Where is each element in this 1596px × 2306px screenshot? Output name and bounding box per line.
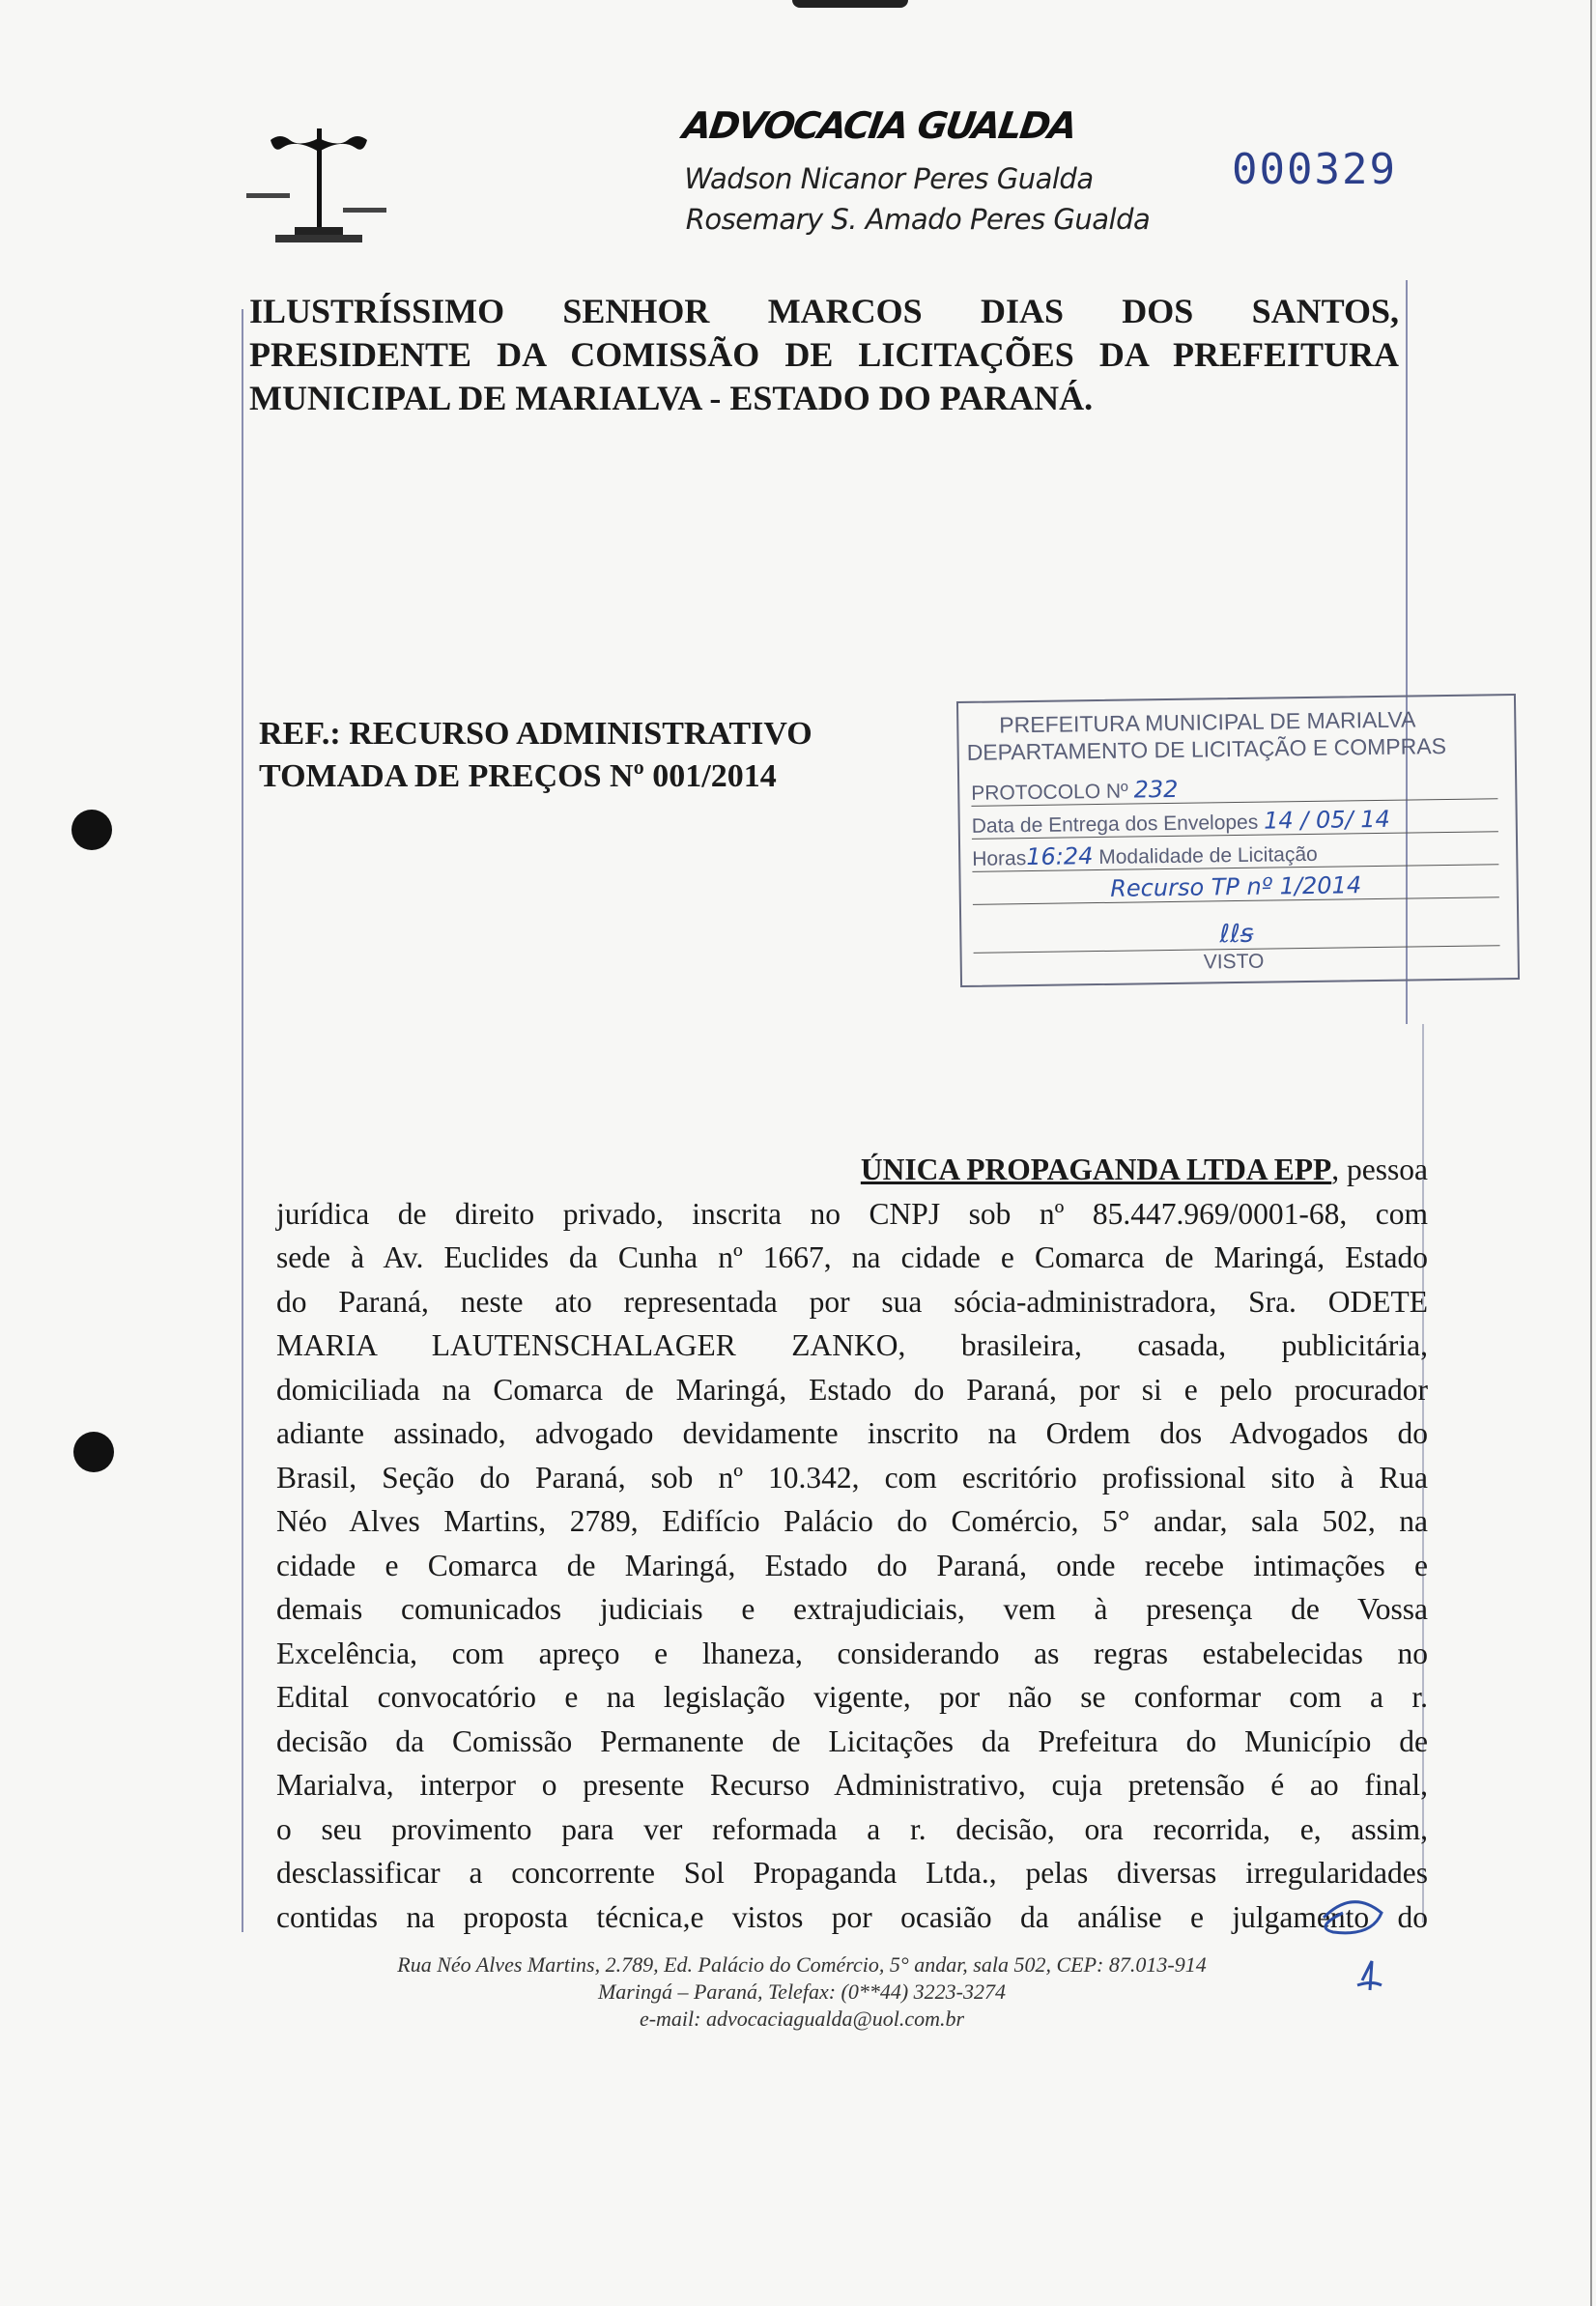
lawyer-name: Wadson Nicanor Peres Gualda bbox=[684, 162, 1094, 195]
addressee-line: PRESIDENTE DA COMISSÃO DE LICITAÇÕES DA PREFEITURA bbox=[249, 335, 1399, 374]
body-line: o seu provimento para ver reformada a r. decisão, ora recorrida, e, assim, bbox=[276, 1811, 1428, 1846]
initials-signature-icon bbox=[1304, 1889, 1420, 2014]
protocol-stamp bbox=[956, 694, 1520, 987]
body-line: MARIA LAUTENSCHALAGER ZANKO, brasileira, casada, publicitária, bbox=[276, 1328, 1428, 1362]
page-number-stamp: 000329 bbox=[1232, 145, 1397, 194]
body-line: decisão da Comissão Permanente de Licitações da Prefeitura do Município de bbox=[276, 1723, 1428, 1758]
scales-of-justice-logo bbox=[242, 121, 406, 251]
protocolo-label: PROTOCOLO Nº bbox=[971, 780, 1128, 805]
body-line: jurídica de direito privado, inscrita no CNPJ sob nº 85.447.969/0001-68, com bbox=[276, 1196, 1428, 1231]
stamp-title: PREFEITURA MUNICIPAL DE MARIALVA bbox=[999, 706, 1416, 738]
horas-label: Horas bbox=[972, 847, 1027, 870]
reference-line: TOMADA DE PREÇOS Nº 001/2014 bbox=[259, 758, 777, 794]
stamp-row bbox=[972, 804, 1498, 840]
stamp-row bbox=[972, 837, 1498, 872]
body-line: Néo Alves Martins, 2789, Edifício Palácio do Comércio, 5° andar, sala 502, na bbox=[276, 1504, 1428, 1538]
body-first-line bbox=[276, 1148, 1428, 1192]
modalidade-value: Recurso TP nº 1/2014 bbox=[1110, 871, 1362, 902]
punch-hole bbox=[73, 1432, 114, 1472]
horas-value: 16:24 bbox=[1026, 842, 1094, 871]
body-line: cidade e Comarca de Maringá, Estado do Paraná, onde recebe intimações e bbox=[276, 1548, 1428, 1582]
body-line: Marialva, interpor o presente Recurso Administrativo, cuja pretensão é ao final, bbox=[276, 1768, 1428, 1802]
body-line: demais comunicados judiciais e extrajudiciais, vem à presença de Vossa bbox=[276, 1592, 1428, 1626]
firm-name: ADVOCACIA GUALDA bbox=[680, 104, 1078, 147]
reference-line: REF.: RECURSO ADMINISTRATIVO bbox=[259, 716, 812, 752]
company-name: ÚNICA PROPAGANDA LTDA EPP bbox=[860, 1153, 1332, 1186]
footer-phone: Maringá – Paraná, Telefax: (0**44) 3223-3274 bbox=[597, 1979, 1007, 2004]
data-value: 14 / 05/ 14 bbox=[1263, 805, 1390, 835]
body-line: contidas na proposta técnica,e vistos por ocasião da análise e julgamento do bbox=[276, 1899, 1428, 1934]
body-line: adiante assinado, advogado devidamente inscrito na Ordem dos Advogados do bbox=[276, 1416, 1428, 1450]
stamp-row bbox=[973, 869, 1499, 905]
footer-address: Rua Néo Alves Martins, 2.789, Ed. Palácio do Comércio, 5° andar, sala 502, CEP: 87.013-914 bbox=[397, 1952, 1207, 1977]
body-line: Edital convocatório e na legislação vigente, por não se conformar com a r. bbox=[276, 1680, 1428, 1714]
body-line: Excelência, com apreço e lhaneza, considerando as regras estabelecidas no bbox=[276, 1636, 1428, 1670]
body-paragraph bbox=[276, 1148, 1428, 1939]
visto-label: VISTO bbox=[1203, 950, 1265, 974]
lawyer-name: Rosemary S. Amado Peres Gualda bbox=[685, 203, 1151, 236]
stamp-row bbox=[973, 916, 1499, 954]
body-text: , pessoa bbox=[1331, 1153, 1428, 1186]
body-line: do Paraná, neste ato representada por sua sócia-administradora, Sra. ODETE bbox=[276, 1284, 1428, 1319]
footer bbox=[319, 1951, 1285, 2033]
body-line: domiciliada na Comarca de Maringá, Estado do Paraná, por si e pelo procurador bbox=[276, 1372, 1428, 1407]
footer-email: e-mail: advocaciagualda@uol.com.br bbox=[639, 2007, 965, 2031]
protocolo-value: 232 bbox=[1133, 775, 1179, 804]
body-line: Brasil, Seção do Paraná, sob nº 10.342, com escritório profissional sito à Rua bbox=[276, 1460, 1428, 1495]
scan-mark bbox=[792, 0, 908, 8]
modalidade-label: Modalidade de Licitação bbox=[1098, 842, 1318, 869]
stamp-title: DEPARTAMENTO DE LICITAÇÃO E COMPRAS bbox=[966, 732, 1447, 765]
addressee bbox=[249, 290, 1399, 420]
addressee-line: MUNICIPAL DE MARIALVA - ESTADO DO PARANÁ. bbox=[249, 379, 1094, 417]
page-edge bbox=[1590, 0, 1592, 2306]
data-label: Data de Entrega dos Envelopes bbox=[971, 811, 1259, 838]
visto-signature-icon: ℓℓꞩ bbox=[1219, 919, 1254, 950]
body-line: sede à Av. Euclides da Cunha nº 1667, na cidade e Comarca de Maringá, Estado bbox=[276, 1240, 1428, 1274]
margin-line bbox=[242, 309, 243, 1932]
addressee-line: ILUSTRÍSSIMO SENHOR MARCOS DIAS DOS SANTOS, bbox=[249, 292, 1399, 330]
body-line: desclassificar a concorrente Sol Propaganda Ltda., pelas diversas irregularidades bbox=[276, 1856, 1428, 1890]
stamp-row bbox=[971, 771, 1497, 807]
punch-hole bbox=[71, 810, 112, 850]
reference bbox=[259, 713, 812, 798]
